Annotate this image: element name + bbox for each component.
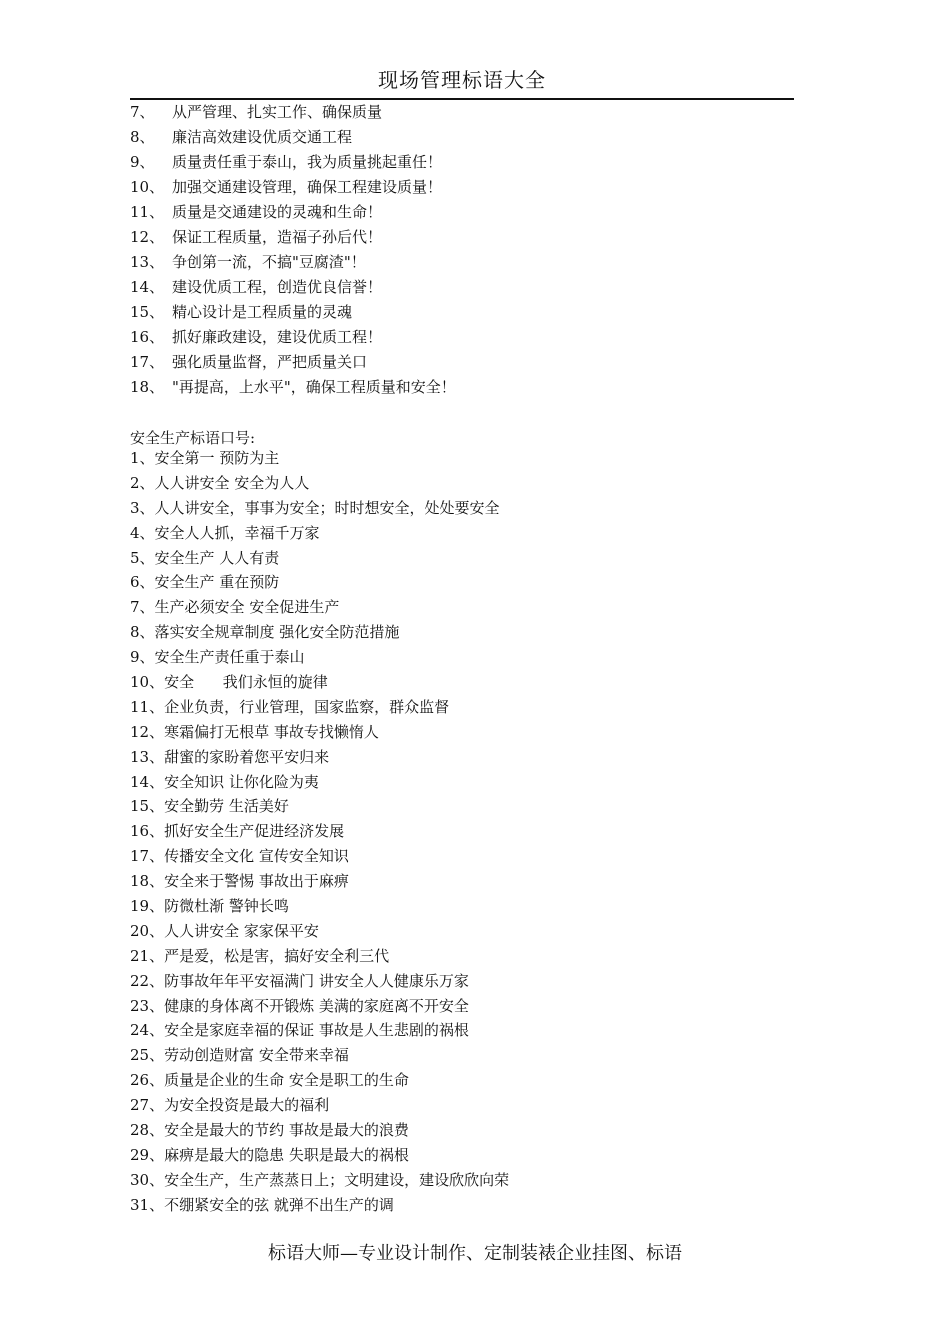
quality-slogan-item [130,175,810,200]
quality-slogan-number: 18、 [130,378,165,396]
safety-slogan-item: 16、抓好安全生产促进经济发展 [130,822,345,841]
quality-slogan-number: 7、 [130,103,155,121]
safety-slogan-item: 25、劳动创造财富 安全带来幸福 [130,1046,349,1065]
safety-slogan-item: 6、安全生产 重在预防 [130,573,280,592]
quality-slogan-item [130,325,810,350]
quality-slogan-item [130,250,810,275]
safety-slogan-item: 9、安全生产责任重于泰山 [130,648,305,667]
safety-slogan-item: 10、安全 我们永恒的旋律 [130,673,328,692]
quality-slogan-text: 质量是交通建设的灵魂和生命！ [172,203,383,221]
quality-slogan-text: 加强交通建设管理，确保工程建设质量！ [172,178,443,196]
quality-slogan-text: 廉洁高效建设优质交通工程 [172,128,353,146]
quality-slogan-item [130,375,810,400]
safety-slogan-item: 5、安全生产 人人有责 [130,548,280,567]
quality-slogan-text: 质量责任重于泰山，我为质量挑起重任！ [172,153,443,171]
page-header [130,62,794,100]
safety-slogan-item: 4、安全人人抓，幸福千万家 [130,523,320,542]
quality-slogan-number: 9、 [130,153,155,171]
safety-slogan-item: 3、人人讲安全，事事为安全；时时想安全，处处要安全 [130,498,500,517]
quality-slogan-item [130,200,810,225]
quality-slogan-text: 保证工程质量，造福子孙后代！ [172,228,383,246]
safety-slogan-item: 11、企业负责，行业管理，国家监察，群众监督 [130,697,450,716]
quality-slogan-item [130,300,810,325]
safety-slogan-item: 8、落实安全规章制度 强化安全防范措施 [130,623,400,642]
safety-slogan-item: 17、传播安全文化 宣传安全知识 [130,847,349,866]
quality-slogan-number: 11、 [130,203,165,221]
safety-slogan-item: 15、安全勤劳 生活美好 [130,797,289,816]
quality-slogan-number: 16、 [130,328,165,346]
safety-slogan-item: 12、寒霜偏打无根草 事故专找懒惰人 [130,722,379,741]
quality-slogan-text: 争创第一流，不搞"豆腐渣"！ [172,253,366,271]
quality-slogan-item [130,125,810,150]
quality-slogan-number: 8、 [130,128,155,146]
page-title: 现场管理标语大全 [378,68,546,92]
quality-slogan-number: 17、 [130,353,165,371]
safety-slogan-item: 14、安全知识 让你化险为夷 [130,772,319,791]
quality-slogan-item [130,225,810,250]
safety-slogan-item: 28、安全是最大的节约 事故是最大的浪费 [130,1121,409,1140]
quality-slogan-item [130,100,810,125]
quality-slogan-list [130,100,810,400]
safety-section-heading: 安全生产标语口号: [130,429,256,447]
safety-slogan-item: 23、健康的身体离不开锻炼 美满的家庭离不开安全 [130,996,469,1015]
safety-slogan-item: 30、安全生产，生产蒸蒸日上；文明建设，建设欣欣向荣 [130,1170,510,1189]
quality-slogan-text: 从严管理、扎实工作、确保质量 [172,103,383,121]
quality-slogan-number: 14、 [130,278,165,296]
safety-slogan-item: 27、为安全投资是最大的福利 [130,1096,330,1115]
safety-slogan-item: 20、人人讲安全 家家保平安 [130,921,319,940]
quality-slogan-text: 建设优质工程，创造优良信誉！ [172,278,383,296]
page-footer: 标语大师—专业设计制作、定制装裱企业挂图、标语 [268,1243,682,1264]
safety-slogan-item: 24、安全是家庭幸福的保证 事故是人生悲剧的祸根 [130,1021,469,1040]
safety-slogan-item: 19、防微杜渐 警钟长鸣 [130,897,289,916]
quality-slogan-number: 12、 [130,228,165,246]
safety-slogan-item: 21、严是爱，松是害，搞好安全利三代 [130,946,390,965]
safety-slogan-item: 13、甜蜜的家盼着您平安归来 [130,747,330,766]
quality-slogan-number: 15、 [130,303,165,321]
safety-slogan-item: 7、生产必须安全 安全促进生产 [130,598,340,617]
quality-slogan-number: 10、 [130,178,165,196]
quality-slogan-text: 强化质量监督，严把质量关口 [172,353,368,371]
safety-slogan-item: 26、质量是企业的生命 安全是职工的生命 [130,1071,409,1090]
quality-slogan-text: 抓好廉政建设，建设优质工程！ [172,328,383,346]
safety-slogan-item: 31、不绷紧安全的弦 就弹不出生产的调 [130,1195,394,1214]
safety-slogan-item: 1、安全第一 预防为主 [130,449,280,467]
safety-slogan-item: 18、安全来于警惕 事故出于麻痹 [130,872,349,891]
safety-slogan-item: 2、人人讲安全 安全为人人 [130,473,310,492]
quality-slogan-number: 13、 [130,253,165,271]
quality-slogan-item [130,150,810,175]
safety-slogan-item: 22、防事故年年平安福满门 讲安全人人健康乐万家 [130,971,469,990]
safety-slogan-item: 29、麻痹是最大的隐患 失职是最大的祸根 [130,1145,409,1164]
quality-slogan-text: "再提高，上水平"，确保工程质量和安全！ [172,378,456,396]
quality-slogan-item [130,275,810,300]
safety-slogan-list [130,446,810,1218]
quality-slogan-item [130,350,810,375]
quality-slogan-text: 精心设计是工程质量的灵魂 [172,303,353,321]
